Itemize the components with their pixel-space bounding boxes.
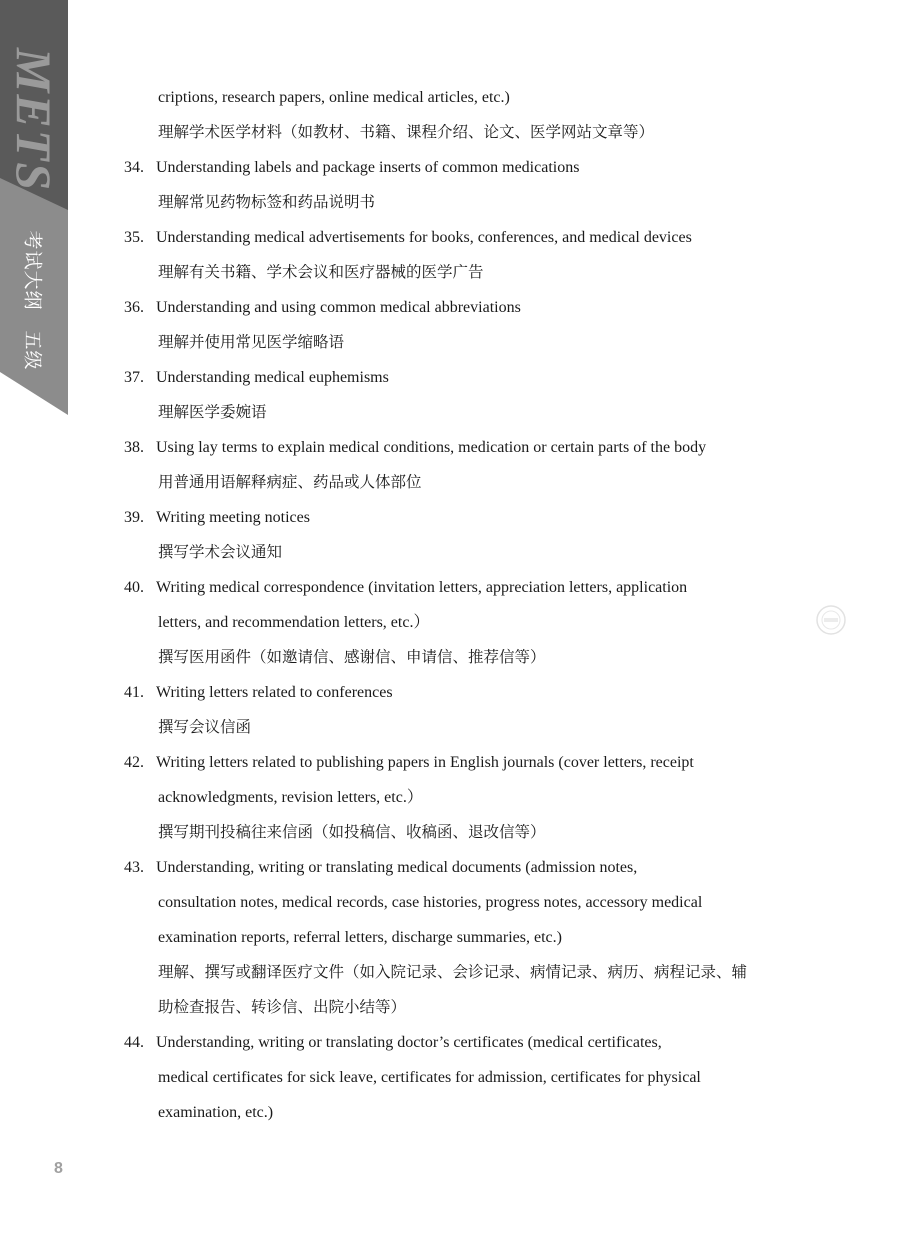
- item-first-line: [124, 675, 794, 710]
- items-container: [124, 150, 794, 1130]
- list-item: [124, 430, 794, 500]
- side-subtitle: 考试大纲 五级: [21, 229, 44, 371]
- item-first-line: [124, 850, 794, 885]
- list-item: [124, 150, 794, 220]
- item-number: 34.: [124, 159, 144, 176]
- list-item: [124, 220, 794, 290]
- item-first-line: [124, 500, 794, 535]
- item-text-en: Understanding medical euphemisms: [156, 369, 389, 386]
- item-text-en-continued: letters, and recommendation letters, etc.）: [158, 614, 430, 631]
- item-text-zh: 理解医学委婉语: [158, 403, 267, 421]
- item-text-en: Understanding and using common medical abbreviations: [156, 299, 521, 316]
- item-text-en-continued: consultation notes, medical records, case histories, progress notes, accessory medical: [158, 894, 703, 911]
- list-item: [124, 850, 794, 1025]
- list-item: [124, 675, 794, 745]
- item-text-en: Writing medical correspondence (invitation letters, appreciation letters, application: [156, 579, 688, 596]
- item-text-en: Using lay terms to explain medical conditions, medication or certain parts of the body: [156, 439, 707, 456]
- item-text-en: Understanding medical advertisements for books, conferences, and medical devices: [156, 229, 692, 246]
- item-text-en: Writing letters related to publishing papers in English journals (cover letters, receipt: [156, 754, 694, 771]
- list-item: [124, 1025, 794, 1130]
- item-text-en: Writing meeting notices: [156, 509, 310, 526]
- item-text-zh: 理解并使用常见医学缩略语: [158, 333, 345, 351]
- item-text-zh: 助检查报告、转诊信、出院小结等）: [158, 998, 407, 1016]
- item-text-en: Understanding labels and package inserts of common medications: [156, 159, 580, 176]
- item-number: 42.: [124, 754, 144, 771]
- item-text-zh: 理解、撰写或翻译医疗文件（如入院记录、会诊记录、病情记录、病历、病程记录、辅: [158, 963, 748, 981]
- item-text-zh: 理解有关书籍、学术会议和医疗器械的医学广告: [158, 263, 484, 281]
- item-text-en: Understanding, writing or translating doctor’s certificates (medical certificates,: [156, 1034, 662, 1051]
- item-text-zh: 撰写医用函件（如邀请信、感谢信、申请信、推荐信等）: [158, 648, 546, 666]
- item-first-line: [124, 220, 794, 255]
- item-number: 37.: [124, 369, 144, 386]
- syllabus-list: [124, 80, 794, 1130]
- list-item: [124, 290, 794, 360]
- item-number: 36.: [124, 299, 144, 316]
- item-number: 35.: [124, 229, 144, 246]
- side-brand: METS: [6, 47, 63, 193]
- item-first-line: [124, 745, 794, 780]
- continuation-zh: 理解学术医学材料（如教材、书籍、课程介绍、论文、医学网站文章等）: [158, 123, 655, 141]
- item-number: 44.: [124, 1034, 144, 1051]
- item-first-line: [124, 360, 794, 395]
- item-first-line: [124, 430, 794, 465]
- item-text-zh: 撰写会议信函: [158, 718, 252, 736]
- list-item: [124, 745, 794, 850]
- item-text-zh: 理解常见药物标签和药品说明书: [158, 193, 376, 211]
- item-text-en: Understanding, writing or translating medical documents (admission notes,: [156, 859, 638, 876]
- item-first-line: [124, 150, 794, 185]
- item-text-en: Writing letters related to conferences: [156, 684, 393, 701]
- item-text-zh: 用普通用语解释病症、药品或人体部位: [158, 473, 422, 491]
- list-item: [124, 570, 794, 675]
- item-number: 41.: [124, 684, 144, 701]
- item-number: 38.: [124, 439, 144, 456]
- item-first-line: [124, 570, 794, 605]
- item-text-zh: 撰写学术会议通知: [158, 543, 283, 561]
- item-number: 39.: [124, 509, 144, 526]
- page-number: 8: [54, 1160, 63, 1177]
- item-text-zh: 撰写期刊投稿往来信函（如投稿信、收稿函、退改信等）: [158, 823, 546, 841]
- item-text-en-continued: medical certificates for sick leave, certificates for admission, certificates for physical: [158, 1069, 701, 1086]
- list-item: [124, 500, 794, 570]
- item-number: 40.: [124, 579, 144, 596]
- item-number: 43.: [124, 859, 144, 876]
- list-item: [124, 360, 794, 430]
- item-first-line: [124, 290, 794, 325]
- item-first-line: [124, 1025, 794, 1060]
- item-text-en-continued: acknowledgments, revision letters, etc.）: [158, 789, 423, 806]
- continuation-en: criptions, research papers, online medical articles, etc.): [158, 89, 510, 106]
- watermark-seal-icon: [815, 604, 847, 636]
- item-text-en-continued: examination, etc.): [158, 1104, 274, 1121]
- item-text-en-continued: examination reports, referral letters, discharge summaries, etc.): [158, 929, 562, 946]
